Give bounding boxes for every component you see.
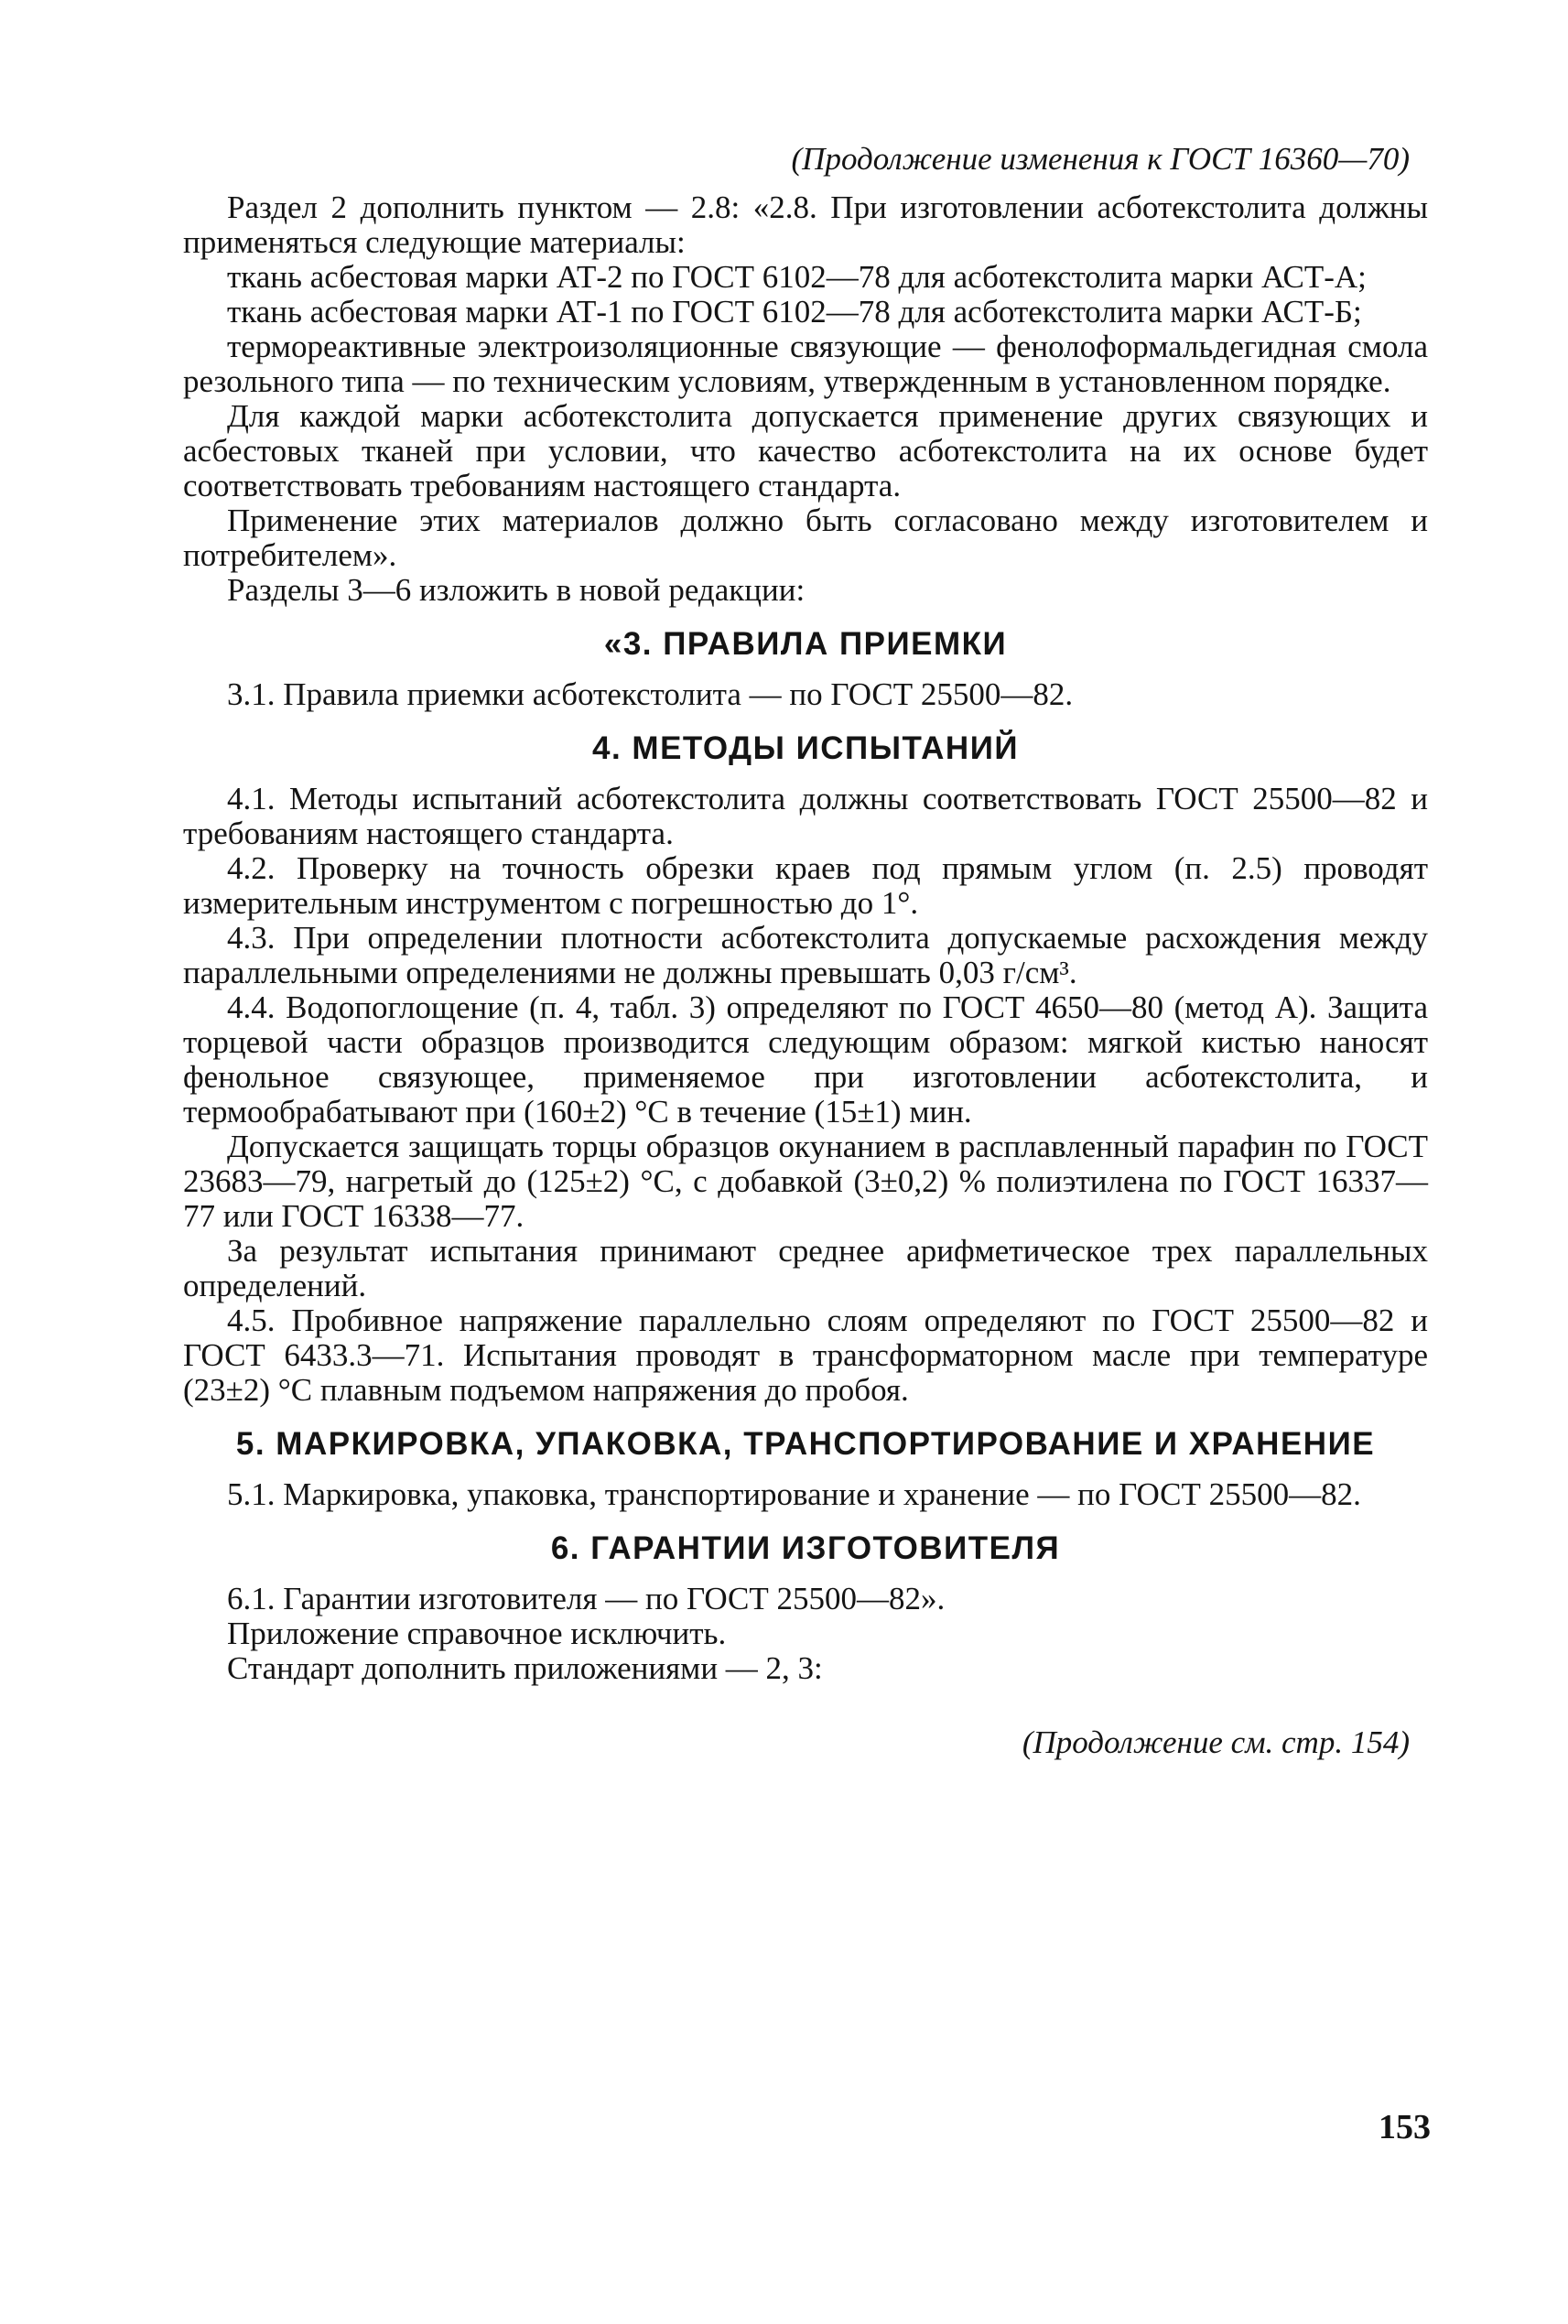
paragraph: ткань асбестовая марки АТ-1 по ГОСТ 6102—78 для асботекстолита марки АСТ-Б;: [227, 294, 1362, 330]
paragraph: 5.1. Маркировка, упаковка, транспортирование и хранение — по ГОСТ 25500—82.: [227, 1476, 1361, 1512]
section-heading-5: 5. МАРКИРОВКА, УПАКОВКА, ТРАНСПОРТИРОВАНИЕ И ХРАНЕНИЕ: [235, 1426, 1376, 1462]
section-heading-6: 6. ГАРАНТИИ ИЗГОТОВИТЕЛЯ: [550, 1530, 1061, 1566]
document-page: [183, 135, 1428, 1763]
paragraph: 4.4. Водопоглощение (п. 4, табл. 3) определяют по ГОСТ 4650—80 (метод А). Защита торцевой части образцов производится следующим образом: мягкой кистью наносят фенольное связующее, применяемое при изготовлении асботекстолита, и термообрабатывают при (160±2) °С в течение (15±1) мин.: [183, 989, 1428, 1130]
section-heading-4: 4. МЕТОДЫ ИСПЫТАНИЙ: [592, 730, 1019, 766]
paragraph: За результат испытания принимают среднее арифметическое трех параллельных определений.: [183, 1233, 1428, 1303]
paragraph: Раздел 2 дополнить пунктом — 2.8: «2.8. При изготовлении асботекстолита должны применяться следующие материалы:: [183, 189, 1428, 260]
paragraph: 4.3. При определении плотности асботекстолита допускаемые расхождения между параллельными определениями не должны превышать 0,03 г/см³.: [183, 920, 1428, 990]
continuation-header: (Продолжение изменения к ГОСТ 16360—70): [791, 141, 1410, 177]
paragraph: Для каждой марки асботекстолита допускается применение других связующих и асбестовых тканей при условии, что качество асботекстолита на их основе будет соответствовать требованиям настоящего стандарта.: [183, 398, 1428, 503]
paragraph: Применение этих материалов должно быть согласовано между изготовителем и потребителем».: [183, 503, 1428, 573]
paragraph: ткань асбестовая марки АТ-2 по ГОСТ 6102—78 для асботекстолита марки АСТ-А;: [227, 259, 1367, 295]
paragraph: 4.1. Методы испытаний асботекстолита должны соответствовать ГОСТ 25500—82 и требованиям настоящего стандарта.: [183, 781, 1428, 851]
paragraph: Допускается защищать торцы образцов окунанием в расплавленный парафин по ГОСТ 23683—79, нагретый до (125±2) °С, с добавкой (3±0,2) % полиэтилена по ГОСТ 16337—77 или ГОСТ 16338—77.: [183, 1129, 1428, 1234]
page-number: 153: [1379, 2108, 1431, 2146]
section-heading-3: «3. ПРАВИЛА ПРИЕМКИ: [603, 626, 1008, 662]
continuation-footer: (Продолжение см. стр. 154): [1022, 1724, 1410, 1760]
paragraph: Разделы 3—6 изложить в новой редакции:: [227, 572, 806, 608]
paragraph: Приложение справочное исключить.: [227, 1616, 727, 1651]
paragraph: термореактивные электроизоляционные связующие — фенолоформальдегидная смола резольного типа — по техническим условиям, утвержденным в установленном порядке.: [183, 329, 1428, 399]
paragraph: 4.2. Проверку на точность обрезки краев под прямым углом (п. 2.5) проводят измерительным инструментом с погрешностью до 1°.: [183, 850, 1428, 921]
paragraph: 4.5. Пробивное напряжение параллельно слоям определяют по ГОСТ 25500—82 и ГОСТ 6433.3—71. Испытания проводят в трансформаторном масле при температуре (23±2) °С плавным подъемом напряжения до пробоя.: [183, 1303, 1428, 1408]
paragraph: 6.1. Гарантии изготовителя — по ГОСТ 25500—82».: [227, 1581, 946, 1616]
paragraph: 3.1. Правила приемки асботекстолита — по ГОСТ 25500—82.: [227, 676, 1074, 712]
paragraph: Стандарт дополнить приложениями — 2, 3:: [227, 1650, 823, 1686]
